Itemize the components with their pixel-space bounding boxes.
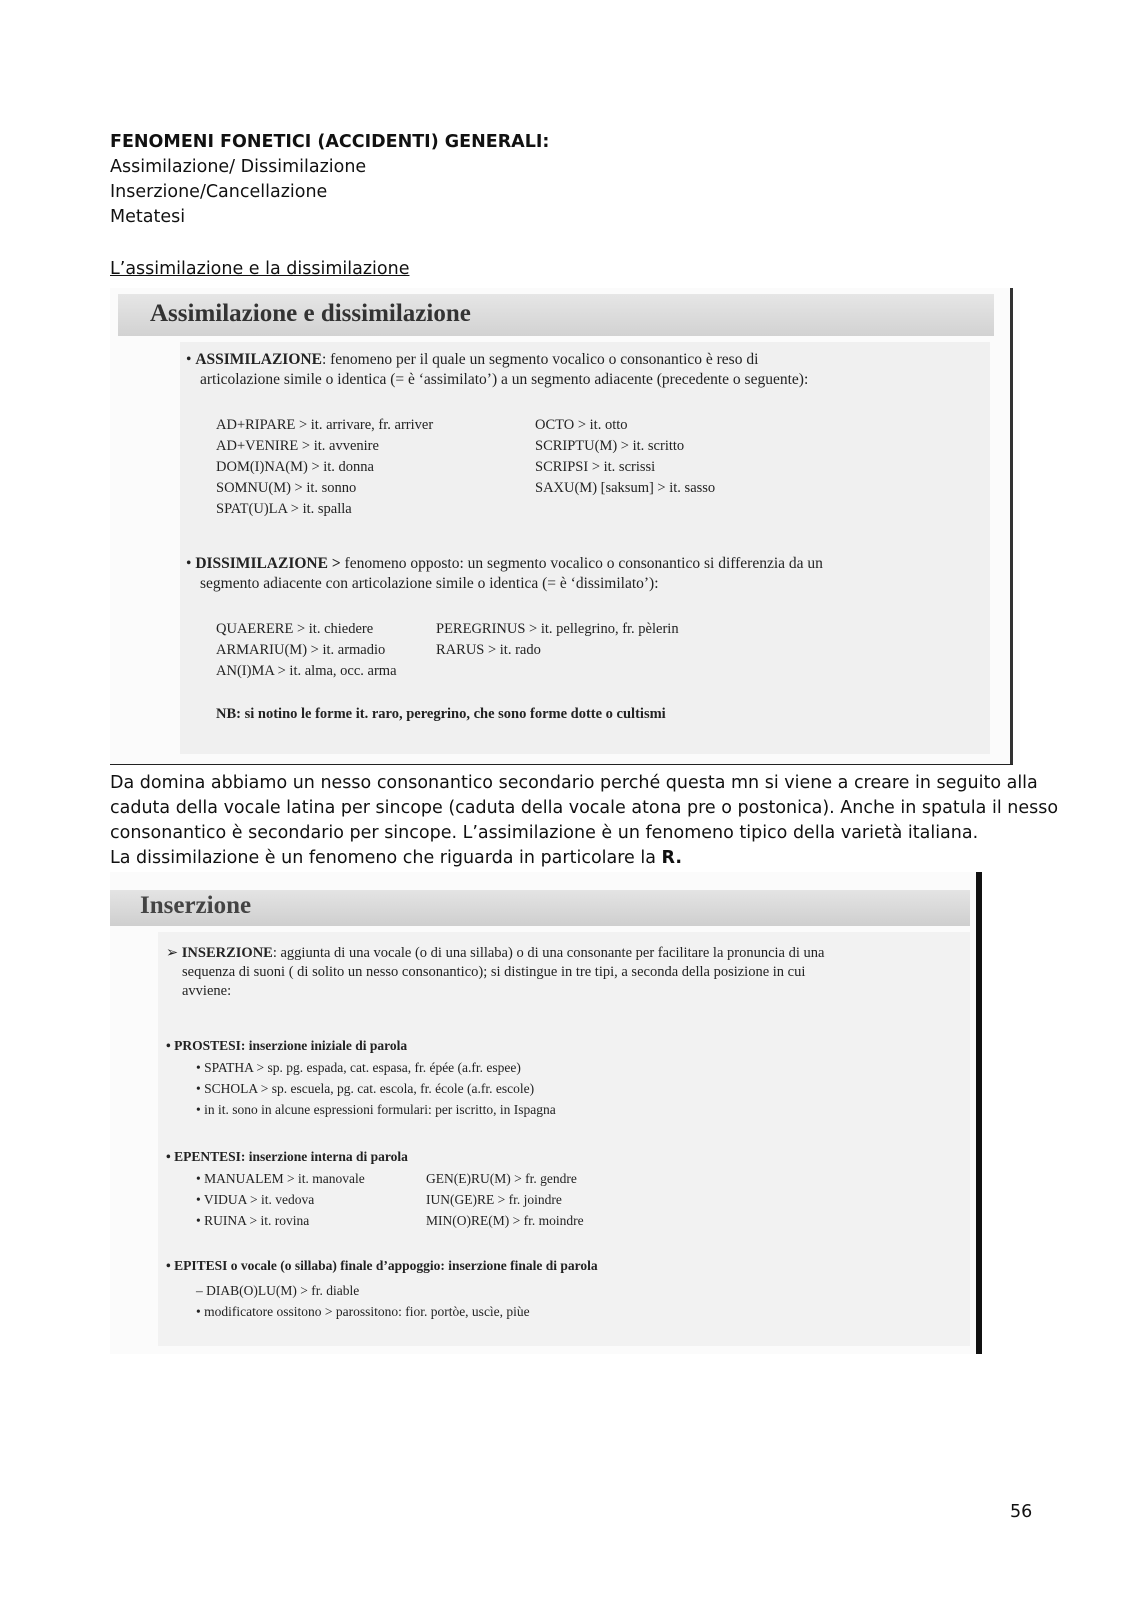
list-item: Inserzione/Cancellazione <box>110 182 328 202</box>
divider <box>110 764 1013 765</box>
list-item: • MANUALEM > it. manovale <box>196 1171 365 1186</box>
paragraph-line: caduta della vocale latina per sincope (caduta della vocale atona pre o postonica). Anche in spatula il nesso <box>110 798 1059 818</box>
list-item: IUN(GE)RE > fr. joindre <box>426 1192 562 1207</box>
slide-body <box>180 342 990 754</box>
paragraph-line: Da domina abbiamo un nesso consonantico secondario perché questa mn si viene a creare in seguito alla <box>110 773 1038 793</box>
slide-header <box>118 294 994 336</box>
slide-title: Inserzione <box>140 892 252 919</box>
insertion-slide-image <box>110 872 982 1354</box>
example-line: ARMARIU(M) > it. armadio <box>216 642 386 658</box>
epentesi-heading: • EPENTESI: inserzione interna di parola <box>166 1149 408 1164</box>
list-item: Metatesi <box>110 207 186 227</box>
epitesi-heading: • EPITESI o vocale (o sillaba) finale d’appoggio: inserzione finale di parola <box>166 1258 598 1273</box>
text-line: avviene: <box>182 983 232 999</box>
example-line: PEREGRINUS > it. pellegrino, fr. pèlerin <box>436 621 679 637</box>
list-item: • modificatore ossitono > parossitono: fior. portòe, uscìe, piùe <box>196 1304 530 1319</box>
example-line: SAXU(M) [saksum] > it. sasso <box>535 480 716 496</box>
example-line: SCRIPTU(M) > it. scritto <box>535 438 685 454</box>
bullet-inserzione: ➢ INSERZIONE: aggiunta di una vocale (o di una sillaba) o di una consonante per facilitare la pronuncia di una <box>166 945 825 961</box>
slide-title: Assimilazione e dissimilazione <box>150 300 471 327</box>
list-item: MIN(O)RE(M) > fr. moindre <box>426 1213 584 1228</box>
text-line: segmento adiacente con articolazione simile o identica (= è ‘dissimilato’): <box>200 575 659 592</box>
list-item: • SPATHA > sp. pg. espada, cat. espasa, fr. épée (a.fr. espee) <box>196 1060 521 1075</box>
example-line: AD+RIPARE > it. arrivare, fr. arriver <box>216 417 434 433</box>
list-item: • in it. sono in alcune espressioni formulari: per iscritto, in Ispagna <box>196 1102 556 1117</box>
list-item: • RUINA > it. rovina <box>196 1213 310 1228</box>
list-item: – DIAB(O)LU(M) > fr. diable <box>196 1283 360 1298</box>
example-line: DOM(I)NA(M) > it. donna <box>216 459 374 475</box>
example-line: AD+VENIRE > it. avvenire <box>216 438 379 454</box>
slide-body <box>158 932 970 1346</box>
paragraph-line: consonantico è secondario per sincope. L’assimilazione è un fenomeno tipico della varietà italiana. <box>110 823 979 843</box>
example-line: QUAERERE > it. chiedere <box>216 621 374 637</box>
example-line: SCRIPSI > it. scrissi <box>535 459 656 475</box>
example-line: SOMNU(M) > it. sonno <box>216 480 357 496</box>
example-line: OCTO > it. otto <box>535 417 628 433</box>
bullet-assimilazione: • ASSIMILAZIONE: fenomeno per il quale un segmento vocalico o consonantico è reso di <box>186 351 759 368</box>
bullet-dissimilazione: • DISSIMILAZIONE > fenomeno opposto: un segmento vocalico o consonantico si differenzia da un <box>186 555 823 572</box>
text-line: articolazione simile o identica (= è ‘assimilato’) a un segmento adiacente (precedente o seguente): <box>200 371 809 388</box>
example-line: SPAT(U)LA > it. spalla <box>216 501 352 517</box>
slide-header <box>110 890 970 926</box>
list-item: • VIDUA > it. vedova <box>196 1192 315 1207</box>
example-line: RARUS > it. rado <box>436 642 541 658</box>
text-line: sequenza di suoni ( di solito un nesso consonantico); si distingue in tre tipi, a seconda della posizione in cui <box>182 964 806 980</box>
prostesi-heading: • PROSTESI: inserzione iniziale di parola <box>166 1038 408 1053</box>
list-item: GEN(E)RU(M) > fr. gendre <box>426 1171 577 1186</box>
example-line: AN(I)MA > it. alma, occ. arma <box>216 663 397 679</box>
list-item: Assimilazione/ Dissimilazione <box>110 157 367 177</box>
paragraph-line: La dissimilazione è un fenomeno che riguarda in particolare la R. <box>110 848 682 868</box>
assimilation-slide-image <box>110 288 1013 764</box>
page-number: 56 <box>1010 1502 1033 1522</box>
document-title: FENOMENI FONETICI (ACCIDENTI) GENERALI: <box>110 132 550 152</box>
section-heading: L’assimilazione e la dissimilazione <box>110 259 410 279</box>
list-item: • SCHOLA > sp. escuela, pg. cat. escola, fr. école (a.fr. escole) <box>196 1081 535 1096</box>
nb-note: NB: si notino le forme it. raro, peregrino, che sono forme dotte o cultismi <box>216 706 666 722</box>
